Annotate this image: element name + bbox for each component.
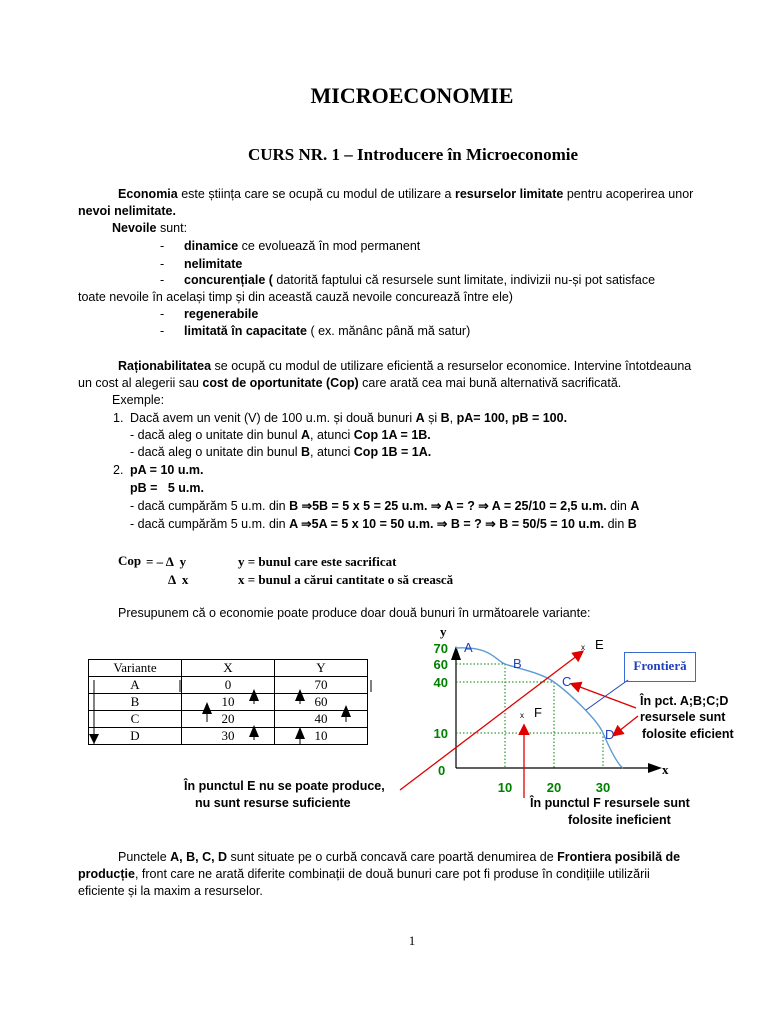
y-tick-label: 70 <box>433 641 448 656</box>
table-cell: B <box>89 694 182 711</box>
point-f-note-2: folosite ineficient <box>568 813 671 827</box>
efficient-note-3: folosite eficient <box>642 727 734 741</box>
example-2-pb: pB = 5 u.m. <box>130 481 204 495</box>
needs-item: - <box>160 307 165 321</box>
economy-definition: Economia este știința care se ocupă cu modul de utilizare a resurselor limitate pentru acoperirea unor <box>118 187 694 201</box>
table-cell: 0 <box>182 677 275 694</box>
point-f-note-1: În punctul F resursele sunt <box>530 796 690 810</box>
table-arrow-up <box>249 689 259 701</box>
example-1-line-1: - dacă aleg o unitate din bunul A, atunci Cop 1A = 1B. <box>130 428 431 442</box>
needs-item-text: limitată în capacitate ( ex. mănânc până mă satur) <box>184 324 471 338</box>
table-arrow-up <box>249 725 259 737</box>
frontier-pointer <box>586 680 628 710</box>
x-tick-label: 30 <box>595 780 611 795</box>
x-axis-arrow <box>648 763 662 773</box>
formula-cop: Cop <box>118 553 142 568</box>
formula-numerator: = – Δ y <box>146 554 187 569</box>
point-label: C <box>562 674 572 689</box>
needs-item-text: nelimitate <box>184 257 243 271</box>
example-1-line-2: - dacă aleg o unitate din bunul B, atunci Cop 1B = 1A. <box>130 445 432 459</box>
table-cell: D <box>89 728 182 745</box>
needs-item: - <box>160 239 165 253</box>
table-arrow-up <box>341 705 351 717</box>
page-number: 1 <box>408 933 416 948</box>
arrow-to-point-c <box>572 684 636 708</box>
table-cell: 60 <box>275 694 368 711</box>
needs-item-continuation: toate nevoile în același timp și din această cauză nevoile concurează între ele) <box>78 290 513 304</box>
formula-x-definition: x = bunul a cărui cantitate o să crească <box>238 572 454 587</box>
table-header: X <box>182 660 275 677</box>
frontier-label: Frontieră <box>624 652 696 682</box>
arrow-to-point-e <box>400 652 582 790</box>
rationality-paragraph-2: un cost al alegerii sau cost de oportunitate (Cop) care arată cea mai bună alternativă sacrificată. <box>78 376 622 390</box>
formula-y-definition: y = bunul care este sacrificat <box>238 554 397 569</box>
point-e-note-1: În punctul E nu se poate produce, <box>184 779 385 793</box>
y-axis-label: y <box>440 624 447 639</box>
needs-item: - <box>160 257 165 271</box>
point-marker: x <box>520 711 524 720</box>
table-header: Y <box>275 660 368 677</box>
needs-item: - <box>160 273 165 287</box>
table-arrow-up <box>295 727 305 739</box>
table-cell: 20 <box>182 711 275 728</box>
point-marker: x <box>581 643 585 652</box>
example-number: 2. <box>113 463 124 477</box>
closing-paragraph-3: eficiente și la maxim a resurselor. <box>78 884 263 898</box>
examples-heading: Exemple: <box>112 393 165 407</box>
page-title: MICROECONOMIE <box>310 83 514 108</box>
example-2-line-2: - dacă cumpărăm 5 u.m. din A ⇒5A = 5 x 10 = 50 u.m. ⇒ B = ? ⇒ B = 50/5 = 10 u.m. din B <box>130 517 637 531</box>
table-arrow-up <box>202 702 212 714</box>
origin-label: 0 <box>438 763 446 778</box>
y-tick-label: 40 <box>433 675 448 690</box>
example-number: 1. <box>113 411 124 425</box>
table-cell: 40 <box>275 711 368 728</box>
needs-item: - <box>160 324 165 338</box>
needs-item-text: concurențiale ( datorită faptului că resursele sunt limitate, indivizii nu-și pot satisface <box>184 273 656 287</box>
closing-paragraph-1: Punctele A, B, C, D sunt situate pe o curbă concavă care poartă denumirea de Frontiera posibilă de <box>118 850 681 864</box>
presupunem-text: Presupunem că o economie poate produce doar două bunuri în următoarele variante: <box>118 606 591 620</box>
example-1: Dacă avem un venit (V) de 100 u.m. și două bunuri A și B, pA= 100, pB = 100. <box>130 411 568 425</box>
table-arrow-down-head <box>89 734 99 744</box>
course-subtitle: CURS NR. 1 – Introducere în Microeconomie <box>247 145 579 164</box>
y-tick-label: 10 <box>433 726 448 741</box>
x-axis-label: x <box>662 762 669 777</box>
point-label: F <box>534 705 542 720</box>
x-tick-label: 20 <box>546 780 562 795</box>
table-arrow-up <box>295 689 305 701</box>
arrow-to-point-d <box>614 716 638 735</box>
table-cell: 10 <box>182 694 275 711</box>
table-cell: A <box>89 677 182 694</box>
table-header: Variante <box>89 660 182 677</box>
y-tick-label: 60 <box>433 657 448 672</box>
efficient-note-2: resursele sunt <box>640 710 726 724</box>
efficient-note-1: În pct. A;B;C;D <box>640 694 729 708</box>
table-cell: 10 <box>275 728 368 745</box>
needs-item-text: dinamice ce evoluează în mod permanent <box>184 239 421 253</box>
rationality-paragraph: Raționabilitatea se ocupă cu modul de utilizare eficientă a resurselor economice. Intervine întotdeauna <box>118 359 692 373</box>
x-tick-label: 10 <box>497 780 513 795</box>
economy-definition-end: nevoi nelimitate. <box>78 204 176 218</box>
table-cell: C <box>89 711 182 728</box>
point-label: B <box>513 656 522 671</box>
table-cell: 70 <box>275 677 368 694</box>
point-label: E <box>595 637 604 652</box>
point-label: D <box>605 727 615 742</box>
needs-heading: Nevoile sunt: <box>112 221 188 235</box>
needs-item-text: regenerabile <box>184 307 259 321</box>
closing-paragraph-2: producție, front care ne arată diferite combinații de două bunuri care pot fi produse în condițiile utilizării <box>78 867 650 881</box>
table-cell: 30 <box>182 728 275 745</box>
point-e-note-2: nu sunt resurse suficiente <box>195 796 351 810</box>
example-2-pa: pA = 10 u.m. <box>130 463 204 477</box>
point-label: A <box>464 640 473 655</box>
formula-denominator: Δ x <box>168 572 189 587</box>
example-2-line-1: - dacă cumpărăm 5 u.m. din B ⇒5B = 5 x 5 = 25 u.m. ⇒ A = ? ⇒ A = 25/10 = 2,5 u.m. din A <box>130 499 640 513</box>
